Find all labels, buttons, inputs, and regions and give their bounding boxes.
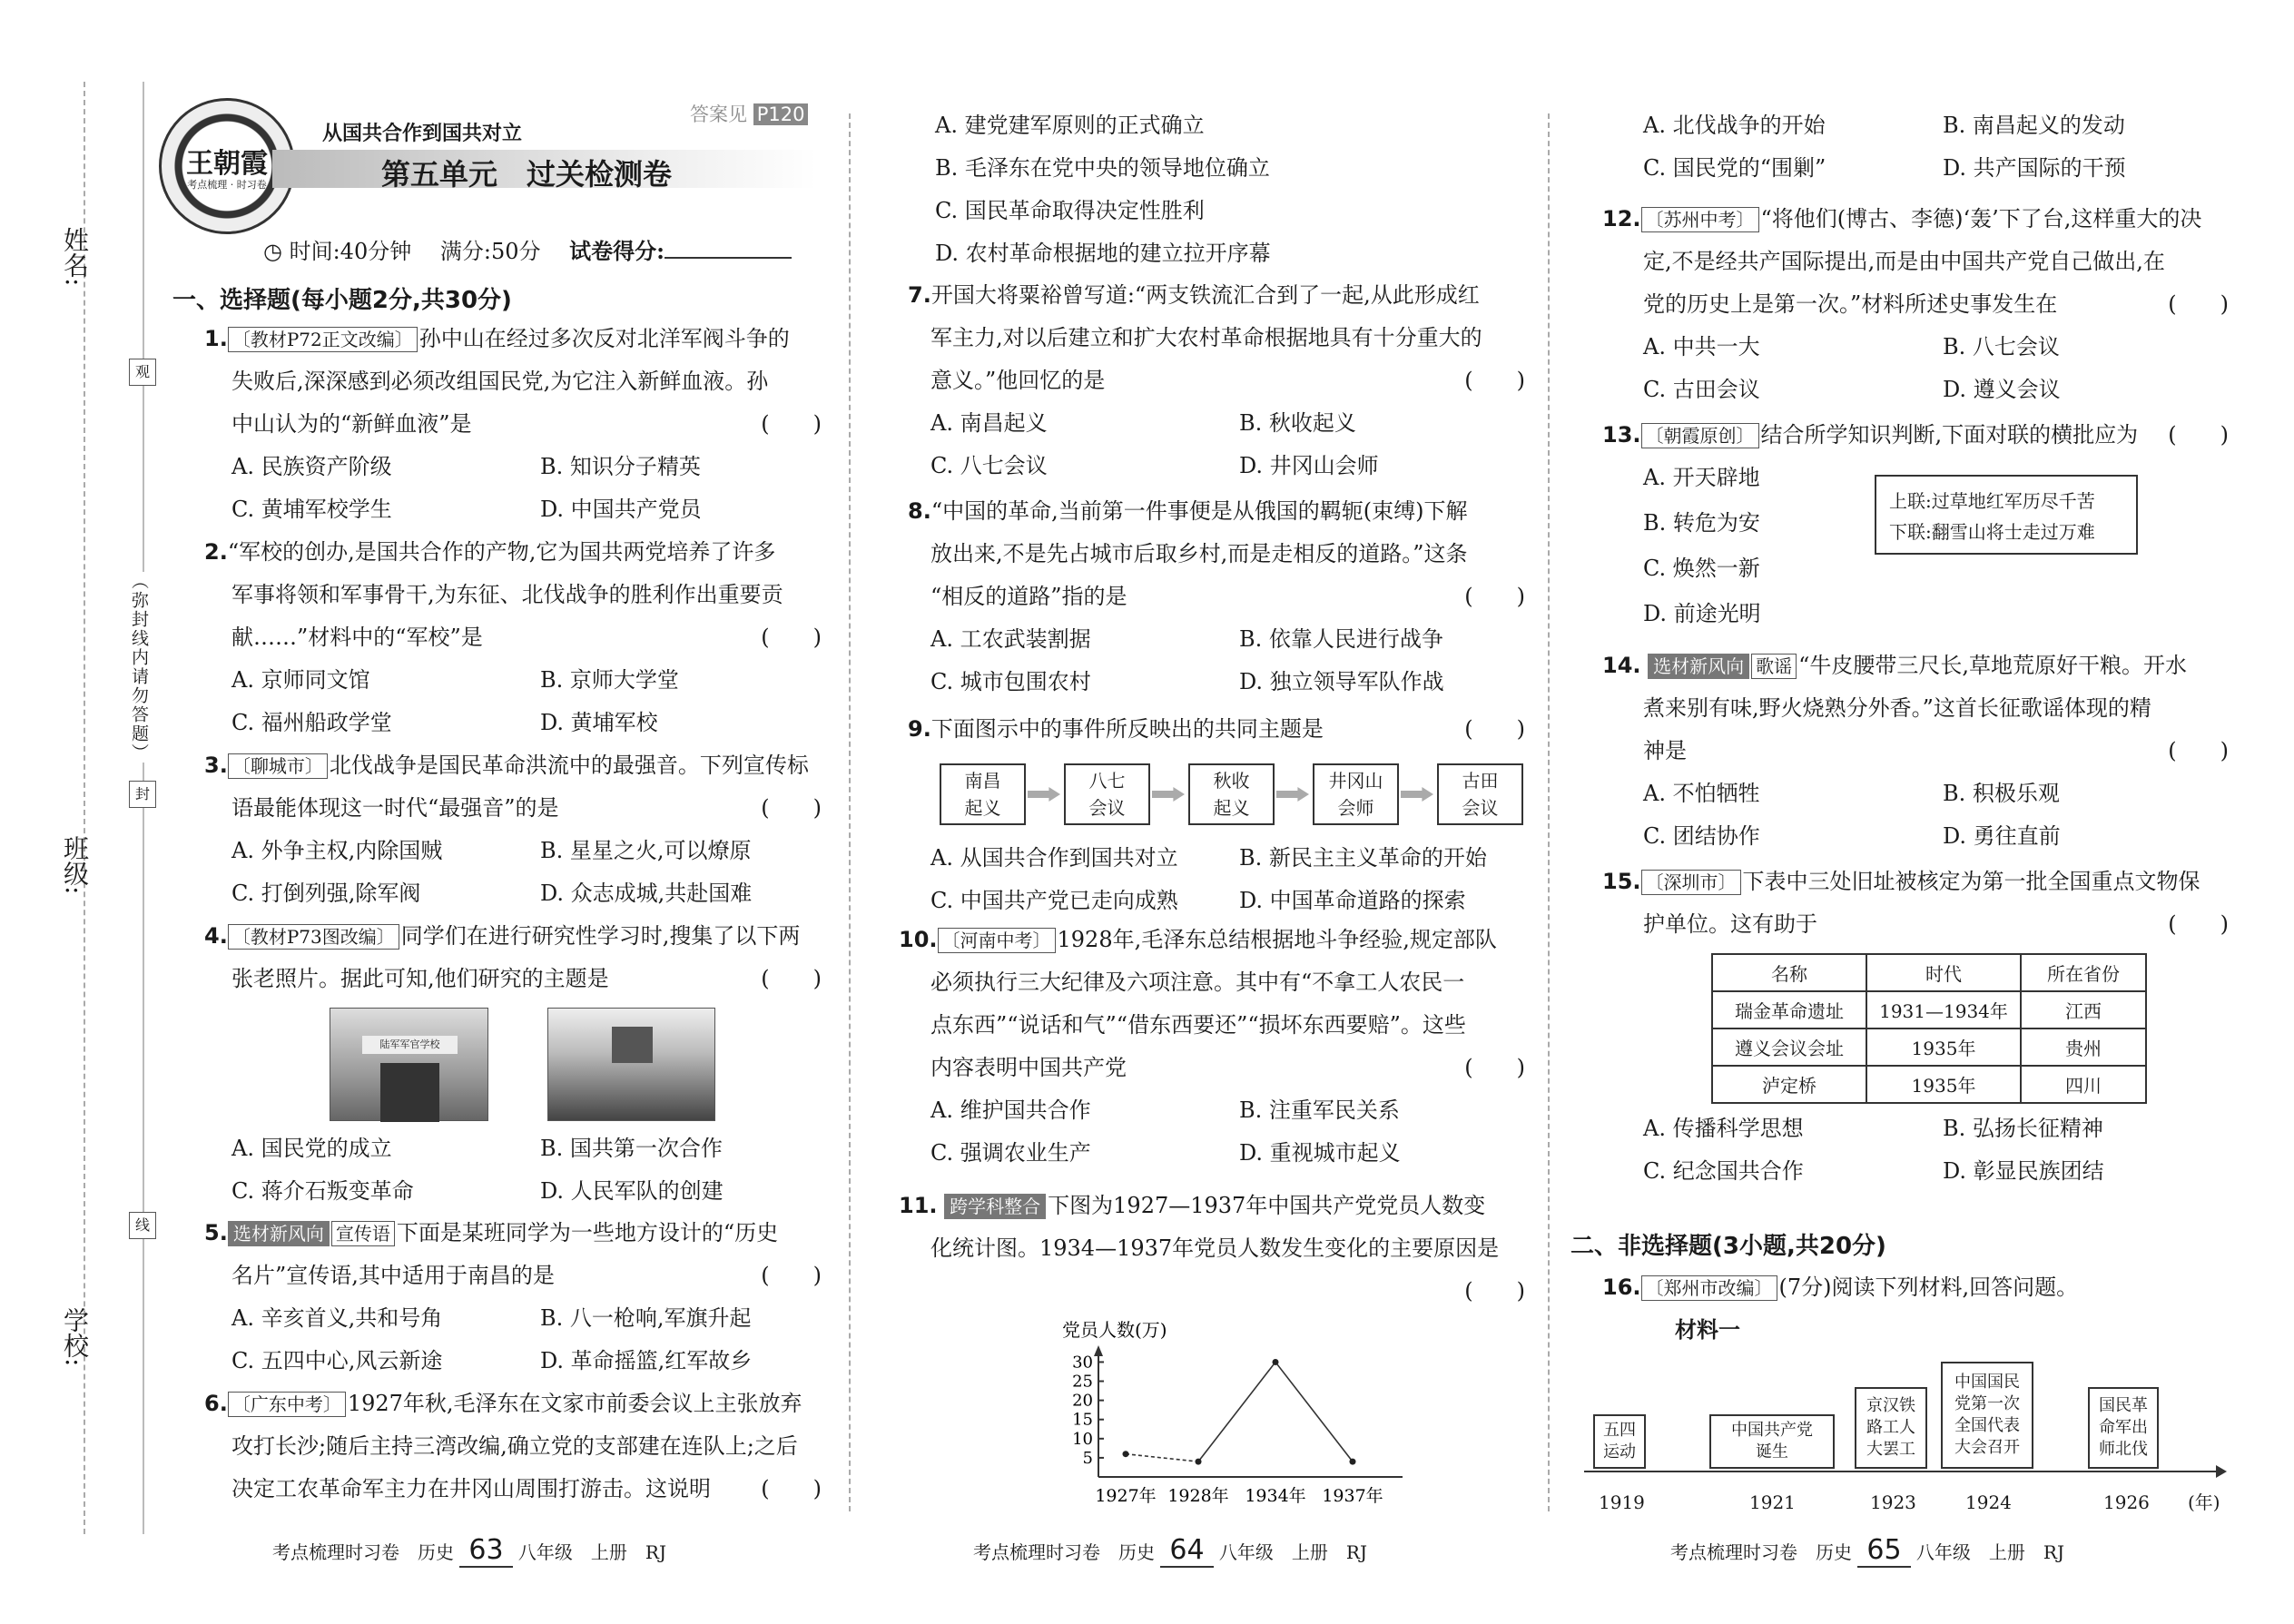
y-tick-label: 15 xyxy=(1072,1410,1093,1430)
footer-page-65 xyxy=(1670,1534,2064,1566)
flow-box-1-label: 南昌起义 xyxy=(964,770,1001,819)
seal-mark-3: 线 xyxy=(129,1212,156,1239)
q10-option-a[interactable]: A. 维护国共合作 xyxy=(930,1097,1091,1123)
q4-photo-doorway xyxy=(380,1063,439,1122)
q3-option-d[interactable]: D. 众志成城,共赴国难 xyxy=(540,881,753,906)
q1-number: 1. xyxy=(204,326,228,351)
q6-text-3: 决定工农革命军主力在井冈山周围打游击。这说明 xyxy=(231,1476,711,1501)
q1-option-c[interactable]: C. 黄埔军校学生 xyxy=(231,497,392,522)
seal-note: （弥封线内请勿答题） xyxy=(127,572,152,763)
column-divider-2 xyxy=(1548,113,1550,1511)
q6-option-b[interactable]: B. 毛泽东在党中央的领导地位确立 xyxy=(935,155,1270,181)
page-title: 第五单元 过关检测卷 xyxy=(381,157,673,192)
q16-material-label: 材料一 xyxy=(1675,1317,1740,1343)
flow-arrow-2 xyxy=(1152,787,1185,802)
q15-answer-bracket[interactable]: ( ) xyxy=(2168,911,2229,937)
q10-text-2: 必须执行三大纪律及六项注意。其中有“不拿工人农民一 xyxy=(930,969,1465,995)
unit-subtitle: 从国共合作到国共对立 xyxy=(322,122,523,145)
q5-option-a[interactable]: A. 辛亥首义,共和号角 xyxy=(231,1305,443,1331)
q8-answer-bracket[interactable]: ( ) xyxy=(1464,584,1525,609)
section-2-title: 二、非选择题(3小题,共20分) xyxy=(1570,1233,1886,1260)
q15-text-1: 下表中三处旧址被核定为第一批全国重点文物保 xyxy=(1742,869,2200,894)
table-header: 时代 xyxy=(1866,954,2021,991)
q2-text-3: 献……”材料中的“军校”是 xyxy=(231,625,483,650)
q7-option-b[interactable]: B. 秋收起义 xyxy=(1239,410,1356,436)
timeline-year-1926: 1926 xyxy=(2103,1491,2150,1513)
q10-option-c[interactable]: C. 强调农业生产 xyxy=(930,1140,1091,1166)
question-12 xyxy=(1602,198,2229,411)
question-4 xyxy=(204,915,822,1213)
q8-text-3: “相反的道路”指的是 xyxy=(930,584,1127,609)
table-cell: 泸定桥 xyxy=(1712,1066,1866,1103)
q4-photo-podium xyxy=(612,1027,653,1063)
y-tick-label: 20 xyxy=(1072,1391,1093,1411)
table-cell: 1931—1934年 xyxy=(1866,991,2021,1029)
q10-number: 10. xyxy=(899,927,938,952)
timeline-year-1923: 1923 xyxy=(1870,1491,1916,1513)
q5-tag-type: 宣传语 xyxy=(331,1221,395,1246)
q14-tag-type: 歌谣 xyxy=(1751,654,1797,679)
series-segment xyxy=(1275,1362,1353,1462)
meta-time: 时间:40分钟 xyxy=(289,239,412,264)
question-15 xyxy=(1602,861,2229,1193)
timeline-year-1921: 1921 xyxy=(1749,1491,1796,1513)
series-segment xyxy=(1126,1454,1198,1462)
q11-option-b[interactable]: B. 南昌起义的发动 xyxy=(1943,113,2125,138)
q7-option-c[interactable]: C. 八七会议 xyxy=(930,453,1048,478)
q7-number: 7. xyxy=(908,282,931,308)
page-number: 63 xyxy=(459,1534,512,1568)
q1-option-b[interactable]: B. 知识分子精英 xyxy=(540,454,701,479)
q13-option-d[interactable]: D. 前途光明 xyxy=(1643,601,1761,626)
flow-box-1 xyxy=(940,763,1026,825)
question-6-options xyxy=(908,104,1525,275)
q3-option-b[interactable]: B. 星星之火,可以燎原 xyxy=(540,838,752,863)
q2-option-b[interactable]: B. 京师大学堂 xyxy=(540,667,679,693)
q5-option-c[interactable]: C. 五四中心,风云新途 xyxy=(231,1348,443,1373)
table-cell: 江西 xyxy=(2021,991,2146,1029)
q16-timeline xyxy=(1584,1362,2238,1516)
footer-left-text: 考点梳理时习卷 历史 xyxy=(973,1541,1155,1563)
flow-arrow-3 xyxy=(1276,787,1309,802)
footer-page-63 xyxy=(272,1534,666,1566)
clock-icon: ◷ xyxy=(263,239,282,264)
q15-source-tag: 〔深圳市〕 xyxy=(1641,870,1741,895)
class-label: 班级: xyxy=(60,835,90,895)
couplet-lower: 下联:翻雪山将士走过万难 xyxy=(1889,521,2095,543)
timeline-unit: (年) xyxy=(2188,1491,2220,1513)
q8-option-d[interactable]: D. 独立领导军队作战 xyxy=(1239,669,1444,694)
column-divider-1 xyxy=(849,113,851,1511)
seal-mark-2: 封 xyxy=(129,781,156,808)
flow-box-2 xyxy=(1064,763,1150,825)
q1-text-1: 孙中山在经过多次反对北洋军阀斗争的 xyxy=(418,326,790,351)
flow-box-4 xyxy=(1313,763,1399,825)
q7-option-a[interactable]: A. 南昌起义 xyxy=(930,410,1048,436)
q4-source-tag: 〔教材P73图改编〕 xyxy=(228,924,399,950)
timeline-arrow-icon xyxy=(2216,1465,2227,1478)
q14-tag-trend: 选材新风向 xyxy=(1648,654,1749,679)
answer-page: P120 xyxy=(753,103,809,125)
x-tick-label: 1934年 xyxy=(1245,1486,1306,1506)
answer-ref-text: 答案见 xyxy=(690,103,747,125)
q5-tag-trend: 选材新风向 xyxy=(228,1221,330,1246)
exam-meta xyxy=(263,238,792,265)
footer-page-64 xyxy=(973,1534,1367,1566)
timeline-event-4-label: 中国国民党第一次全国代表大会召开 xyxy=(1954,1373,2020,1457)
q7-option-d[interactable]: D. 井冈山会师 xyxy=(1239,453,1379,478)
q10-option-d[interactable]: D. 重视城市起义 xyxy=(1239,1140,1401,1166)
q5-text-2: 名片”宣传语,其中适用于南昌的是 xyxy=(231,1263,555,1288)
data-point xyxy=(1196,1459,1202,1465)
q11-line-chart xyxy=(1035,1316,1416,1516)
y-tick-label: 10 xyxy=(1072,1429,1093,1449)
q14-answer-bracket[interactable]: ( ) xyxy=(2168,738,2229,763)
q12-text-1: “将他们(博古、李德)‘轰’下了台,这样重大的决 xyxy=(1760,206,2202,231)
q10-answer-bracket[interactable]: ( ) xyxy=(1464,1055,1525,1080)
table-row xyxy=(1712,1029,2146,1066)
table-row xyxy=(1712,991,2146,1029)
chart-y-label: 党员人数(万) xyxy=(1062,1319,1167,1341)
q3-text-1: 北伐战争是国民革命洪流中的最强音。下列宣传标 xyxy=(329,753,809,778)
question-1 xyxy=(204,318,822,531)
q14-option-d[interactable]: D. 勇往直前 xyxy=(1943,823,2061,849)
q15-option-d[interactable]: D. 彰显民族团结 xyxy=(1943,1158,2104,1184)
flow-arrow-4 xyxy=(1401,787,1433,802)
meta-score: 试卷得分: xyxy=(569,238,665,264)
table-cell: 瑞金革命遗址 xyxy=(1712,991,1866,1029)
q8-option-c[interactable]: C. 城市包围农村 xyxy=(930,669,1091,694)
table-cell: 1935年 xyxy=(1866,1029,2021,1066)
q10-option-b[interactable]: B. 注重军民关系 xyxy=(1239,1097,1400,1123)
question-10 xyxy=(899,919,1525,1175)
q9-option-c[interactable]: C. 中国共产党已走向成熟 xyxy=(930,888,1178,913)
question-11-options xyxy=(1602,104,2229,190)
school-label: 学校: xyxy=(60,1307,90,1367)
q13-source-tag: 〔朝霞原创〕 xyxy=(1641,423,1759,448)
brand-name: 王朝霞 xyxy=(186,148,268,180)
q4-photo-caption: 陆军军官学校 xyxy=(362,1036,458,1054)
q11-tag-interdisciplinary: 跨学科整合 xyxy=(944,1194,1046,1219)
q14-option-b[interactable]: B. 积极乐观 xyxy=(1943,781,2060,806)
q12-option-b[interactable]: B. 八七会议 xyxy=(1943,334,2060,359)
q12-number: 12. xyxy=(1602,206,1641,231)
q15-heritage-table xyxy=(1711,953,2147,1104)
section-1-title: 一、选择题(每小题2分,共30分) xyxy=(172,287,512,314)
question-2 xyxy=(204,531,822,744)
q4-photo-academy-gate xyxy=(330,1008,488,1121)
q4-photos xyxy=(204,1000,822,1127)
brand-sub: 考点梳理 · 时习卷 xyxy=(187,179,267,191)
q4-photo-ceremony xyxy=(547,1008,715,1121)
q3-text-2: 语最能体现这一时代“最强音”的是 xyxy=(231,795,559,821)
q14-text-3: 神是 xyxy=(1643,738,1687,763)
q1-option-d[interactable]: D. 中国共产党员 xyxy=(540,497,702,522)
table-cell: 贵州 xyxy=(2021,1029,2146,1066)
q10-text-3: 点东西”“说话和气”“借东西要还”“损坏东西要赔”。这些 xyxy=(930,1012,1466,1038)
timeline-axis xyxy=(1584,1471,2220,1472)
q13-option-c[interactable]: C. 焕然一新 xyxy=(1643,556,1760,581)
timeline-event-2 xyxy=(1709,1414,1835,1469)
q6-number: 6. xyxy=(204,1391,228,1416)
q6-option-a[interactable]: A. 建党建军原则的正式确立 xyxy=(935,113,1205,138)
q15-option-a[interactable]: A. 传播科学思想 xyxy=(1643,1116,1804,1141)
question-5 xyxy=(204,1212,822,1383)
q16-source-tag: 〔郑州市改编〕 xyxy=(1641,1275,1777,1301)
q10-text-1: 1928年,毛泽东总结根据地斗争经验,规定部队 xyxy=(1057,927,1497,952)
q6-option-d[interactable]: D. 农村革命根据地的建立拉开序幕 xyxy=(935,241,1271,266)
seal-line xyxy=(143,82,144,1534)
q9-flow-diagram xyxy=(908,751,1525,837)
timeline-event-3-label: 京汉铁路工人大罢工 xyxy=(1866,1396,1915,1459)
q7-text-3: 意义。”他回忆的是 xyxy=(930,368,1106,393)
q2-option-a[interactable]: A. 京师同文馆 xyxy=(231,667,370,693)
question-11 xyxy=(899,1185,1525,1313)
flow-box-5-label: 古田会议 xyxy=(1462,770,1499,819)
answer-ref xyxy=(690,100,808,127)
q4-option-b[interactable]: B. 国共第一次合作 xyxy=(540,1136,723,1161)
timeline-event-5-label: 国民革命军出师北伐 xyxy=(2099,1396,2148,1459)
footer-right-text: 八年级 上册 RJ xyxy=(1218,1541,1367,1563)
q4-option-c[interactable]: C. 蒋介石叛变革命 xyxy=(231,1178,414,1204)
q2-answer-bracket[interactable]: ( ) xyxy=(761,625,822,650)
data-point xyxy=(1350,1459,1356,1465)
timeline-event-1-label: 五四运动 xyxy=(1603,1421,1636,1462)
x-tick-label: 1928年 xyxy=(1167,1486,1229,1506)
q1-answer-bracket[interactable]: ( ) xyxy=(761,411,822,437)
flow-arrow-1 xyxy=(1028,787,1060,802)
q8-text-1: “中国的革命,当前第一件事便是从俄国的羁轭(束缚)下解 xyxy=(930,498,1468,524)
name-line xyxy=(84,272,85,527)
table-header: 名称 xyxy=(1712,954,1866,991)
q6-answer-bracket[interactable]: ( ) xyxy=(761,1476,822,1501)
timeline-event-2-label: 中国共产党诞生 xyxy=(1731,1421,1813,1462)
timeline-year-1919: 1919 xyxy=(1599,1491,1645,1513)
q5-number: 5. xyxy=(204,1220,228,1245)
flow-box-2-label: 八七会议 xyxy=(1088,770,1126,819)
q8-number: 8. xyxy=(908,498,931,524)
q8-option-a[interactable]: A. 工农武装割据 xyxy=(930,626,1091,652)
data-point xyxy=(1123,1451,1129,1457)
q4-option-a[interactable]: A. 国民党的成立 xyxy=(231,1136,392,1161)
q2-option-d[interactable]: D. 黄埔军校 xyxy=(540,710,658,735)
footer-right-text: 八年级 上册 RJ xyxy=(517,1541,666,1563)
q12-source-tag: 〔苏州中考〕 xyxy=(1641,207,1759,232)
q11-text-1: 下图为1927—1937年中国共产党党员人数变 xyxy=(1048,1193,1486,1218)
question-16 xyxy=(1602,1266,2229,1352)
q13-couplet-box xyxy=(1875,475,2138,555)
table-header: 所在省份 xyxy=(2021,954,2146,991)
question-14 xyxy=(1602,645,2229,858)
q5-text-1: 下面是某班同学为一些地方设计的“历史 xyxy=(396,1220,779,1245)
q1-option-a[interactable]: A. 民族资产阶级 xyxy=(231,454,392,479)
q12-text-2: 定,不是经共产国际提出,而是由中国共产党自己做出,在 xyxy=(1643,249,2165,274)
timeline-year-1924: 1924 xyxy=(1965,1491,2012,1513)
q13-option-b[interactable]: B. 转危为安 xyxy=(1643,510,1760,536)
q4-number: 4. xyxy=(204,923,228,949)
q5-answer-bracket[interactable]: ( ) xyxy=(761,1263,822,1288)
q3-option-c[interactable]: C. 打倒列强,除军阀 xyxy=(231,881,421,906)
q14-number: 14. xyxy=(1602,653,1641,678)
q3-source-tag: 〔聊城市〕 xyxy=(228,753,328,779)
table-cell: 1935年 xyxy=(1866,1066,2021,1103)
q2-text-2: 军事将领和军事骨干,为东征、北伐战争的胜利作出重要贡 xyxy=(231,582,783,607)
q4-text-1: 同学们在进行研究性学习时,搜集了以下两 xyxy=(400,923,801,949)
q9-option-d[interactable]: D. 中国革命道路的探索 xyxy=(1239,888,1466,913)
q6-text-1: 1927年秋,毛泽东在文家市前委会议上主张放弃 xyxy=(347,1391,802,1416)
question-7 xyxy=(908,274,1525,487)
q3-answer-bracket[interactable]: ( ) xyxy=(761,795,822,821)
q12-option-c[interactable]: C. 古田会议 xyxy=(1643,377,1760,402)
y-tick-label: 5 xyxy=(1082,1448,1093,1468)
q13-option-a[interactable]: A. 开天辟地 xyxy=(1643,465,1760,490)
q4-text-2: 张老照片。据此可知,他们研究的主题是 xyxy=(231,966,609,991)
q4-answer-bracket[interactable]: ( ) xyxy=(761,966,822,991)
table-header-row xyxy=(1712,954,2146,991)
q3-option-a[interactable]: A. 外争主权,内除国贼 xyxy=(231,838,443,863)
q10-source-tag: 〔河南中考〕 xyxy=(938,928,1056,953)
q11-option-d[interactable]: D. 共产国际的干预 xyxy=(1943,155,2126,181)
q10-text-4: 内容表明中国共产党 xyxy=(930,1055,1127,1080)
q15-text-2: 护单位。这有助于 xyxy=(1643,911,1817,937)
q6-source-tag: 〔广东中考〕 xyxy=(228,1392,346,1417)
q11-number: 11. xyxy=(899,1193,938,1218)
q11-answer-bracket[interactable]: ( ) xyxy=(1464,1278,1525,1304)
flow-box-5 xyxy=(1437,763,1523,825)
chart-y-arrow xyxy=(1094,1345,1103,1356)
q7-answer-bracket[interactable]: ( ) xyxy=(1464,368,1525,393)
q9-option-b[interactable]: B. 新民主主义革命的开始 xyxy=(1239,845,1487,871)
timeline-event-4 xyxy=(1941,1362,2033,1469)
question-6 xyxy=(204,1383,822,1511)
q2-option-c[interactable]: C. 福州船政学堂 xyxy=(231,710,392,735)
q14-text-1: “牛皮腰带三尺长,草地荒原好干粮。开水 xyxy=(1798,653,2188,678)
q8-text-2: 放出来,不是先占城市后取乡村,而是走相反的道路。”这条 xyxy=(930,541,1468,566)
q1-text-2: 失败后,深深感到必须改组国民党,为它注入新鲜血液。孙 xyxy=(231,369,769,394)
q1-source-tag: 〔教材P72正文改编〕 xyxy=(228,327,418,352)
q11-option-c[interactable]: C. 国民党的“围剿” xyxy=(1643,155,1826,181)
table-row xyxy=(1712,1066,2146,1103)
name-label: 姓名: xyxy=(60,227,90,287)
q6-text-2: 攻打长沙;随后主持三湾改编,确立党的支部建在连队上;之后 xyxy=(231,1433,798,1459)
q16-number: 16. xyxy=(1602,1275,1641,1300)
flow-box-4-label: 井冈山会师 xyxy=(1328,770,1383,819)
question-9 xyxy=(908,708,1525,922)
q11-option-a[interactable]: A. 北伐战争的开始 xyxy=(1643,113,1826,138)
q7-text-2: 军主力,对以后建立和扩大农村革命根据地具有十分重大的 xyxy=(930,325,1482,350)
flow-box-3-label: 秋收起义 xyxy=(1213,770,1250,819)
question-3 xyxy=(204,744,822,915)
question-13 xyxy=(1602,414,2229,638)
q13-answer-bracket[interactable]: ( ) xyxy=(2168,422,2229,448)
page-number: 65 xyxy=(1857,1534,1910,1568)
q6-option-c[interactable]: C. 国民革命取得决定性胜利 xyxy=(935,198,1205,223)
table-cell: 遵义会议会址 xyxy=(1712,1029,1866,1066)
q9-option-a[interactable]: A. 从国共合作到国共对立 xyxy=(930,845,1178,871)
q3-number: 3. xyxy=(204,753,228,778)
q11-text-2: 化统计图。1934—1937年党员人数发生变化的主要原因是 xyxy=(930,1235,1500,1261)
q12-text-3: 党的历史上是第一次。”材料所述史事发生在 xyxy=(1643,291,2058,317)
q9-number: 9. xyxy=(908,716,931,742)
q13-number: 13. xyxy=(1602,422,1641,448)
y-tick-label: 25 xyxy=(1072,1372,1093,1392)
q9-answer-bracket[interactable]: ( ) xyxy=(1464,716,1525,742)
q5-option-b[interactable]: B. 八一枪响,军旗升起 xyxy=(540,1305,752,1331)
q15-option-b[interactable]: B. 弘扬长征精神 xyxy=(1943,1116,2103,1141)
table-cell: 四川 xyxy=(2021,1066,2146,1103)
x-tick-label: 1937年 xyxy=(1322,1486,1383,1506)
score-blank[interactable] xyxy=(665,257,792,259)
q8-option-b[interactable]: B. 依靠人民进行战争 xyxy=(1239,626,1443,652)
page-number: 64 xyxy=(1160,1534,1213,1568)
q2-text-1: “军校的创办,是国共合作的产物,它为国共两党培养了许多 xyxy=(227,539,776,565)
x-tick-label: 1927年 xyxy=(1095,1486,1157,1506)
q14-option-a[interactable]: A. 不怕牺牲 xyxy=(1643,781,1760,806)
q4-option-d[interactable]: D. 人民军队的创建 xyxy=(540,1178,724,1204)
q9-text-1: 下面图示中的事件所反映出的共同主题是 xyxy=(930,716,1324,742)
q12-option-d[interactable]: D. 遵义会议 xyxy=(1943,377,2061,402)
timeline-event-5 xyxy=(2088,1387,2159,1469)
q14-option-c[interactable]: C. 团结协作 xyxy=(1643,823,1760,849)
q2-number: 2. xyxy=(204,539,228,565)
flow-box-3 xyxy=(1188,763,1275,825)
timeline-event-3 xyxy=(1855,1387,1927,1469)
footer-left-text: 考点梳理时习卷 历史 xyxy=(272,1541,454,1563)
q15-table-wrap xyxy=(1602,953,2229,1097)
q13-text-1: 结合所学知识判断,下面对联的横批应为 xyxy=(1760,422,2139,448)
seal-mark-1: 观 xyxy=(129,359,156,386)
q12-answer-bracket[interactable]: ( ) xyxy=(2168,291,2229,317)
q15-option-c[interactable]: C. 纪念国共合作 xyxy=(1643,1158,1804,1184)
q16-text-1: (7分)阅读下列材料,回答问题。 xyxy=(1778,1275,2079,1300)
q15-number: 15. xyxy=(1602,869,1641,894)
meta-full: 满分:50分 xyxy=(439,239,541,264)
timeline-event-1 xyxy=(1593,1414,1646,1469)
footer-right-text: 八年级 上册 RJ xyxy=(1915,1541,2064,1563)
q1-text-3: 中山认为的“新鲜血液”是 xyxy=(231,411,472,437)
couplet-upper: 上联:过草地红军历尽千苦 xyxy=(1889,490,2095,512)
data-point xyxy=(1273,1359,1279,1365)
q14-text-2: 煮来别有味,野火烧熟分外香。”这首长征歌谣体现的精 xyxy=(1643,695,2151,721)
q5-option-d[interactable]: D. 革命摇篮,红军故乡 xyxy=(540,1348,753,1373)
footer-left-text: 考点梳理时习卷 历史 xyxy=(1670,1541,1852,1563)
q12-option-a[interactable]: A. 中共一大 xyxy=(1643,334,1760,359)
q7-text-1: 开国大将粟裕曾写道:“两支铁流汇合到了一起,从此形成红 xyxy=(930,282,1480,308)
series-segment xyxy=(1198,1362,1275,1462)
y-tick-label: 30 xyxy=(1072,1353,1093,1373)
question-8 xyxy=(908,490,1525,704)
